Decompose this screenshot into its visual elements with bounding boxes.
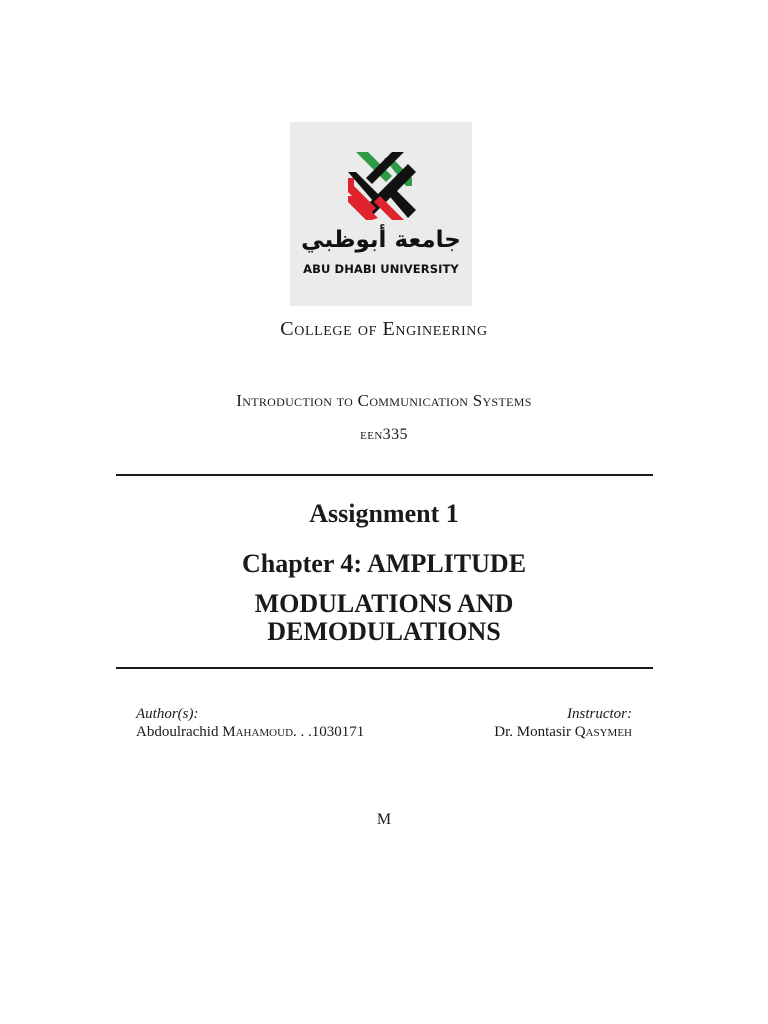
author-first-name: Abdoulrachid <box>136 724 219 740</box>
chapter-title-lines-rest <box>0 590 768 646</box>
college-name: College of Engineering <box>280 318 488 340</box>
instructor-block <box>494 705 632 741</box>
top-rule-divider <box>116 474 653 476</box>
author-block <box>136 705 364 741</box>
chapter-title-line-1: Chapter 4: AMPLITUDE <box>241 549 527 578</box>
author-last-name: Mahamoud <box>222 724 294 740</box>
author-separator: . . . <box>293 724 312 740</box>
logo-english-name: ABU DHABI UNIVERSITY <box>303 262 459 276</box>
instructor-prefix: Dr. Montasir <box>494 724 571 740</box>
footer-letter: M <box>376 811 392 828</box>
logo-emblem-icon <box>348 152 416 220</box>
instructor-label: Instructor: <box>567 706 632 722</box>
university-logo <box>290 122 472 306</box>
course-title: Introduction to Communication Systems <box>236 391 532 410</box>
chapter-title-line-3: DEMODULATIONS <box>267 617 501 646</box>
course-code: een335 <box>360 426 408 443</box>
author-label: Author(s): <box>136 706 199 722</box>
author-student-id: 1030171 <box>311 724 365 740</box>
assignment-title: Assignment 1 <box>309 499 459 528</box>
logo-arabic-name: جامعة أبوظبي <box>301 227 461 253</box>
bottom-rule-divider <box>116 667 653 669</box>
instructor-last-name: Qasymeh <box>574 724 632 740</box>
chapter-title-line-2: MODULATIONS AND <box>254 589 514 618</box>
